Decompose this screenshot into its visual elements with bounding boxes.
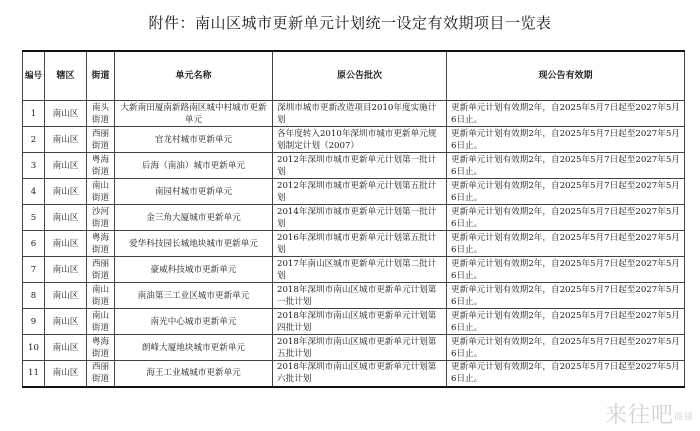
table-row xyxy=(23,361,685,387)
cell-street: 粤海街道 xyxy=(87,231,115,257)
table-row xyxy=(23,335,685,361)
table-row xyxy=(23,127,685,153)
header-street: 街道 xyxy=(87,51,115,101)
cell-validity: 更新单元计划有效期2年，自2025年5月7日起至2027年5月6日止。 xyxy=(447,205,685,231)
cell-street: 西丽街道 xyxy=(87,257,115,283)
cell-number: 4 xyxy=(23,179,45,205)
cell-street: 西丽街道 xyxy=(87,127,115,153)
cell-street: 南头街道 xyxy=(87,101,115,127)
cell-original-batch: 各年度转入2010年深圳市城市更新单元规划制定计划（2007） xyxy=(273,127,447,153)
cell-unit-name: 海王工业城城市更新单元 xyxy=(115,361,273,387)
cell-number: 8 xyxy=(23,283,45,309)
cell-street: 粤海街道 xyxy=(87,153,115,179)
cell-number: 2 xyxy=(23,127,45,153)
cell-unit-name: 南光中心城市更新单元 xyxy=(115,309,273,335)
cell-district: 南山区 xyxy=(45,127,87,153)
header-district: 辖区 xyxy=(45,51,87,101)
cell-street: 南山街道 xyxy=(87,309,115,335)
table-row xyxy=(23,231,685,257)
cell-street: 沙河街道 xyxy=(87,205,115,231)
cell-street: 南山街道 xyxy=(87,283,115,309)
table-row xyxy=(23,101,685,127)
table-row xyxy=(23,309,685,335)
cell-unit-name: 爱华科技园长城地块城市更新单元 xyxy=(115,231,273,257)
cell-street: 西丽街道 xyxy=(87,361,115,387)
cell-district: 南山区 xyxy=(45,101,87,127)
watermark-logo xyxy=(605,398,694,429)
cell-original-batch: 2017年南山区城市更新单元计划第二批计划 xyxy=(273,257,447,283)
cell-street: 粤海街道 xyxy=(87,335,115,361)
cell-original-batch: 2018年深圳市南山区城市更新单元计划第五批计划 xyxy=(273,335,447,361)
table-row xyxy=(23,179,685,205)
cell-number: 6 xyxy=(23,231,45,257)
cell-unit-name: 金三角大厦城市更新单元 xyxy=(115,205,273,231)
cell-number: 1 xyxy=(23,101,45,127)
cell-validity: 更新单元计划有效期2年，自2025年5月7日起至2027年5月6日止。 xyxy=(447,127,685,153)
cell-district: 南山区 xyxy=(45,309,87,335)
cell-validity: 更新单元计划有效期2年，自2025年5月7日起至2027年5月6日止。 xyxy=(447,283,685,309)
cell-unit-name: 朗峰大厦地块城市更新单元 xyxy=(115,335,273,361)
cell-original-batch: 2014年深圳市城市更新单元计划第一批计划 xyxy=(273,205,447,231)
page-title: 附件：南山区城市更新单元计划统一设定有效期项目一览表 xyxy=(148,14,552,32)
cell-original-batch: 2018年深圳市南山区城市更新单元计划第一批计划 xyxy=(273,283,447,309)
cell-number: 11 xyxy=(23,361,45,387)
cell-validity: 更新单元计划有效期2年，自2025年5月7日起至2027年5月6日止。 xyxy=(447,257,685,283)
cell-district: 南山区 xyxy=(45,283,87,309)
cell-unit-name: 后海（南油）城市更新单元 xyxy=(115,153,273,179)
table-row xyxy=(23,283,685,309)
cell-number: 10 xyxy=(23,335,45,361)
table-header-row xyxy=(23,51,685,101)
cell-validity: 更新单元计划有效期2年，自2025年5月7日起至2027年5月6日止。 xyxy=(447,231,685,257)
cell-validity: 更新单元计划有效期2年，自2025年5月7日起至2027年5月6日止。 xyxy=(447,179,685,205)
cell-district: 南山区 xyxy=(45,179,87,205)
cell-validity: 更新单元计划有效期2年，自2025年5月7日起至2027年5月6日止。 xyxy=(447,309,685,335)
cell-validity: 更新单元计划有效期2年，自2025年5月7日起至2027年5月6日止。 xyxy=(447,335,685,361)
cell-street: 南山街道 xyxy=(87,179,115,205)
watermark-subtext: 商铺 xyxy=(673,412,694,423)
cell-original-batch: 2016年深圳市城市更新单元计划第五批计划 xyxy=(273,231,447,257)
table-row xyxy=(23,257,685,283)
cell-number: 3 xyxy=(23,153,45,179)
cell-original-batch: 2012年深圳市城市更新单元计划第一批计划 xyxy=(273,153,447,179)
cell-district: 南山区 xyxy=(45,257,87,283)
cell-number: 7 xyxy=(23,257,45,283)
header-number: 编号 xyxy=(23,51,45,101)
project-table xyxy=(22,50,685,388)
cell-unit-name: 南园村城市更新单元 xyxy=(115,179,273,205)
cell-district: 南山区 xyxy=(45,231,87,257)
header-unit-name: 单元名称 xyxy=(115,51,273,101)
header-original-batch: 原公告批次 xyxy=(273,51,447,101)
cell-unit-name: 豪威科技城市更新单元 xyxy=(115,257,273,283)
watermark-text: 来往吧 xyxy=(604,403,674,428)
cell-validity: 更新单元计划有效期2年，自2025年5月7日起至2027年5月6日止。 xyxy=(447,153,685,179)
cell-original-batch: 2018年深圳市南山区城市更新单元计划第六批计划 xyxy=(273,361,447,387)
cell-number: 9 xyxy=(23,309,45,335)
cell-unit-name: 官龙村城市更新单元 xyxy=(115,127,273,153)
header-current-validity: 现公告有效期 xyxy=(447,51,685,101)
cell-validity: 更新单元计划有效期2年，自2025年5月7日起至2027年5月6日止。 xyxy=(447,101,685,127)
cell-original-batch: 深圳市城市更新改造项目2010年度实施计划 xyxy=(273,101,447,127)
cell-original-batch: 2018年深圳市南山区城市更新单元计划第四批计划 xyxy=(273,309,447,335)
cell-original-batch: 2012年深圳市城市更新单元计划第五批计划 xyxy=(273,179,447,205)
cell-district: 南山区 xyxy=(45,361,87,387)
cell-district: 南山区 xyxy=(45,335,87,361)
cell-unit-name: 大新南田厦南新路南区城中村城市更新单元 xyxy=(115,101,273,127)
cell-validity: 更新单元计划有效期2年，自2025年5月7日起至2027年5月6日止。 xyxy=(447,361,685,387)
cell-number: 5 xyxy=(23,205,45,231)
table-row xyxy=(23,153,685,179)
cell-district: 南山区 xyxy=(45,205,87,231)
cell-unit-name: 南油第三工业区城市更新单元 xyxy=(115,283,273,309)
table-row xyxy=(23,205,685,231)
cell-district: 南山区 xyxy=(45,153,87,179)
